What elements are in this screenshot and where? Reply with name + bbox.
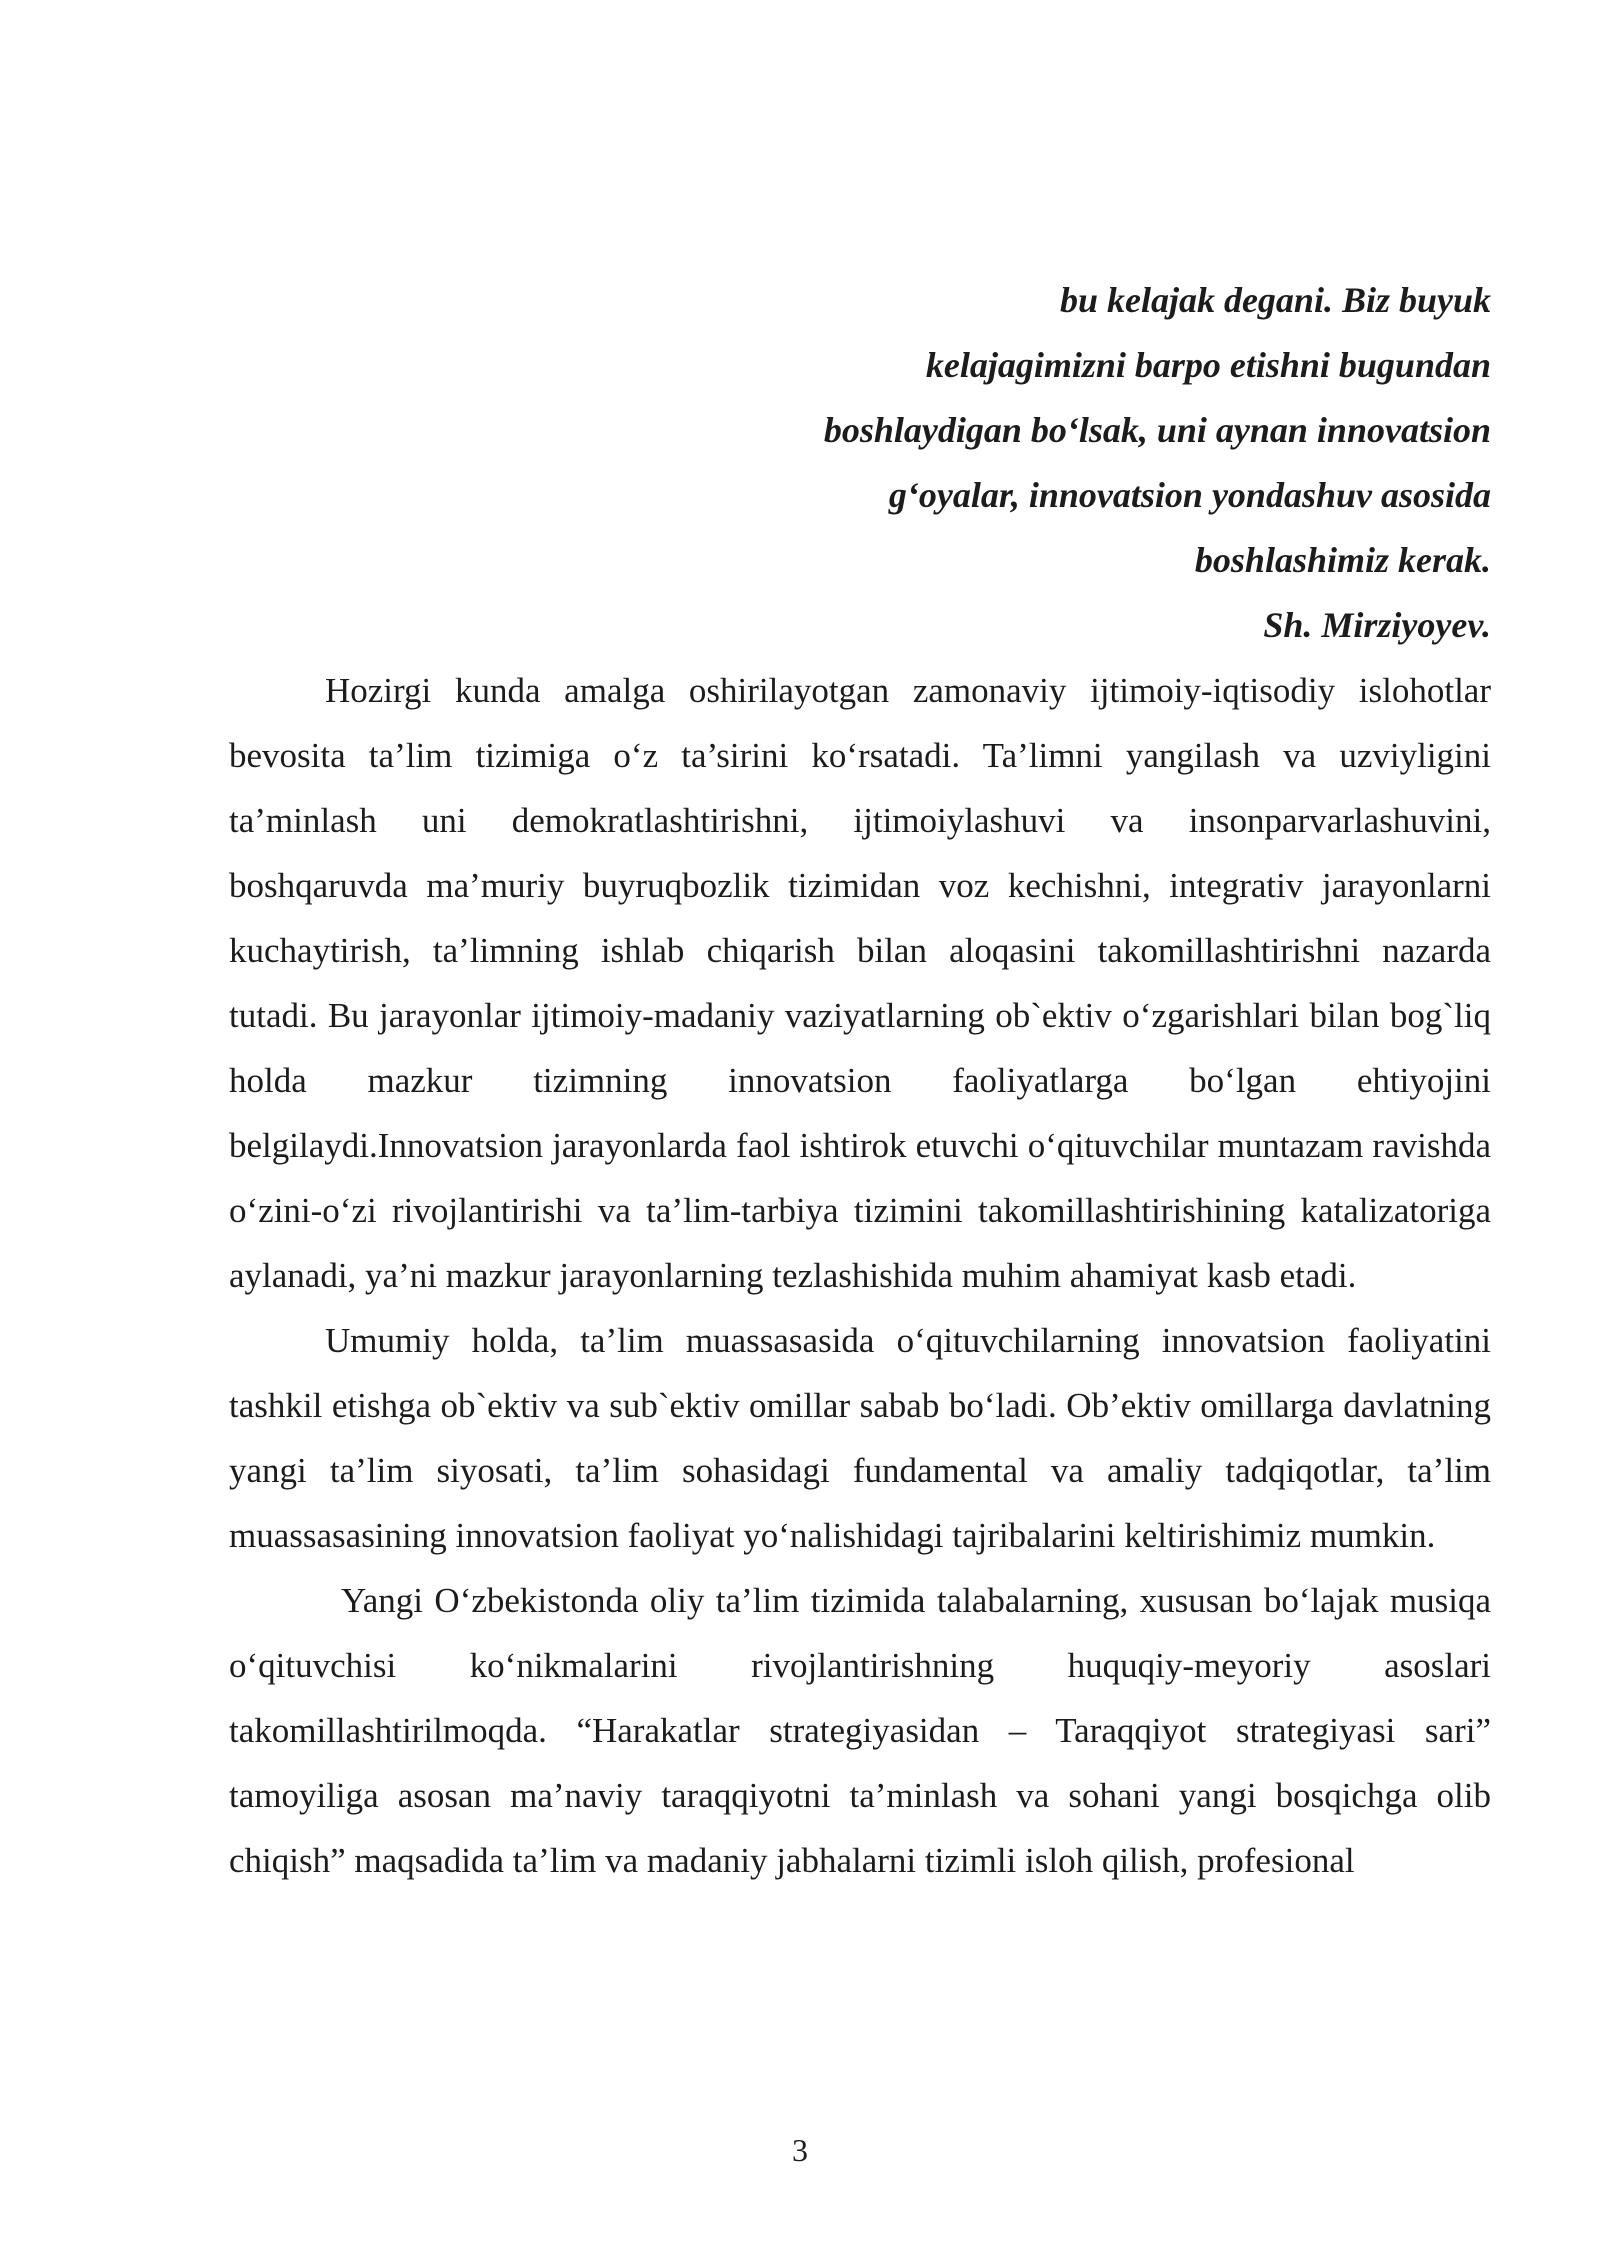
epigraph-line: boshlashimiz kerak. xyxy=(1194,540,1491,580)
epigraph-line: boshlaydigan bo‘lsak, uni aynan innovatsion xyxy=(823,410,1491,450)
paragraph: Hozirgi kunda amalga oshirilayotgan zamonaviy ijtimoiy-iqtisodiy islohotlar bevosita ta’lim tizimiga o‘z ta’sirini ko‘rsatadi. Ta’limni yangilash va uzviyligini ta’minlash uni demokratlashtirishni, ijtimoiylashuvi va insonparvarlashuvini, boshqaruvda ma’muriy buyruqbozlik tizimidan voz kechishni, integrativ jarayonlarni kuchaytirish, ta’limning ishlab chiqarish bilan aloqasini takomillashtirishni nazarda tutadi. Bu jarayonlar ijtimoiy-madaniy vaziyatlarning ob`ektiv o‘zgarishlari bilan bog`liq holda mazkur tizimning innovatsion faoliyatlarga bo‘lgan ehtiyojini belgilaydi.Innovatsion jarayonlarda faol ishtirok etuvchi o‘qituvchilar muntazam ravishda o‘zini-o‘zi rivojlantirishi va ta’lim-tarbiya tizimini takomillashtirishining katalizatoriga aylanadi, ya’ni mazkur jarayonlarning tezlashishida muhim ahamiyat kasb etadi. xyxy=(229,671,1491,1295)
paragraph: Yangi O‘zbekistonda oliy ta’lim tizimida talabalarning, xususan bo‘lajak musiqa o‘qituvchisi ko‘nikmalarini rivojlantirishning huquqiy-meyoriy asoslari takomillashtirilmoqda. “Harakatlar strategiyasidan – Taraqqiyot strategiyasi sari” tamoyiliga asosan ma’naviy taraqqiyotni ta’minlash va sohani yangi bosqichga olib chiqish” maqsadida ta’lim va madaniy jabhalarni tizimli isloh qilish, profesional xyxy=(229,1581,1491,1880)
epigraph-author: Sh. Mirziyoyev. xyxy=(1263,605,1491,645)
page-number: 3 xyxy=(792,2132,808,2168)
document-page xyxy=(229,268,1491,1893)
body-text xyxy=(229,658,1491,1893)
epigraph-line: kelajagimizni barpo etishni bugundan xyxy=(925,345,1491,385)
epigraph xyxy=(229,268,1491,658)
paragraph: Umumiy holda, ta’lim muassasasida o‘qituvchilarning innovatsion faoliyatini tashkil etishga ob`ektiv va sub`ektiv omillar sabab bo‘ladi. Ob’ektiv omillarga davlatning yangi ta’lim siyosati, ta’lim sohasidagi fundamental va amaliy tadqiqotlar, ta’lim muassasasining innovatsion faoliyat yo‘nalishidagi tajribalarini keltirishimiz mumkin. xyxy=(229,1321,1491,1555)
epigraph-line: bu kelajak degani. Biz buyuk xyxy=(1059,280,1491,320)
epigraph-line: g‘oyalar, innovatsion yondashuv asosida xyxy=(888,475,1491,515)
